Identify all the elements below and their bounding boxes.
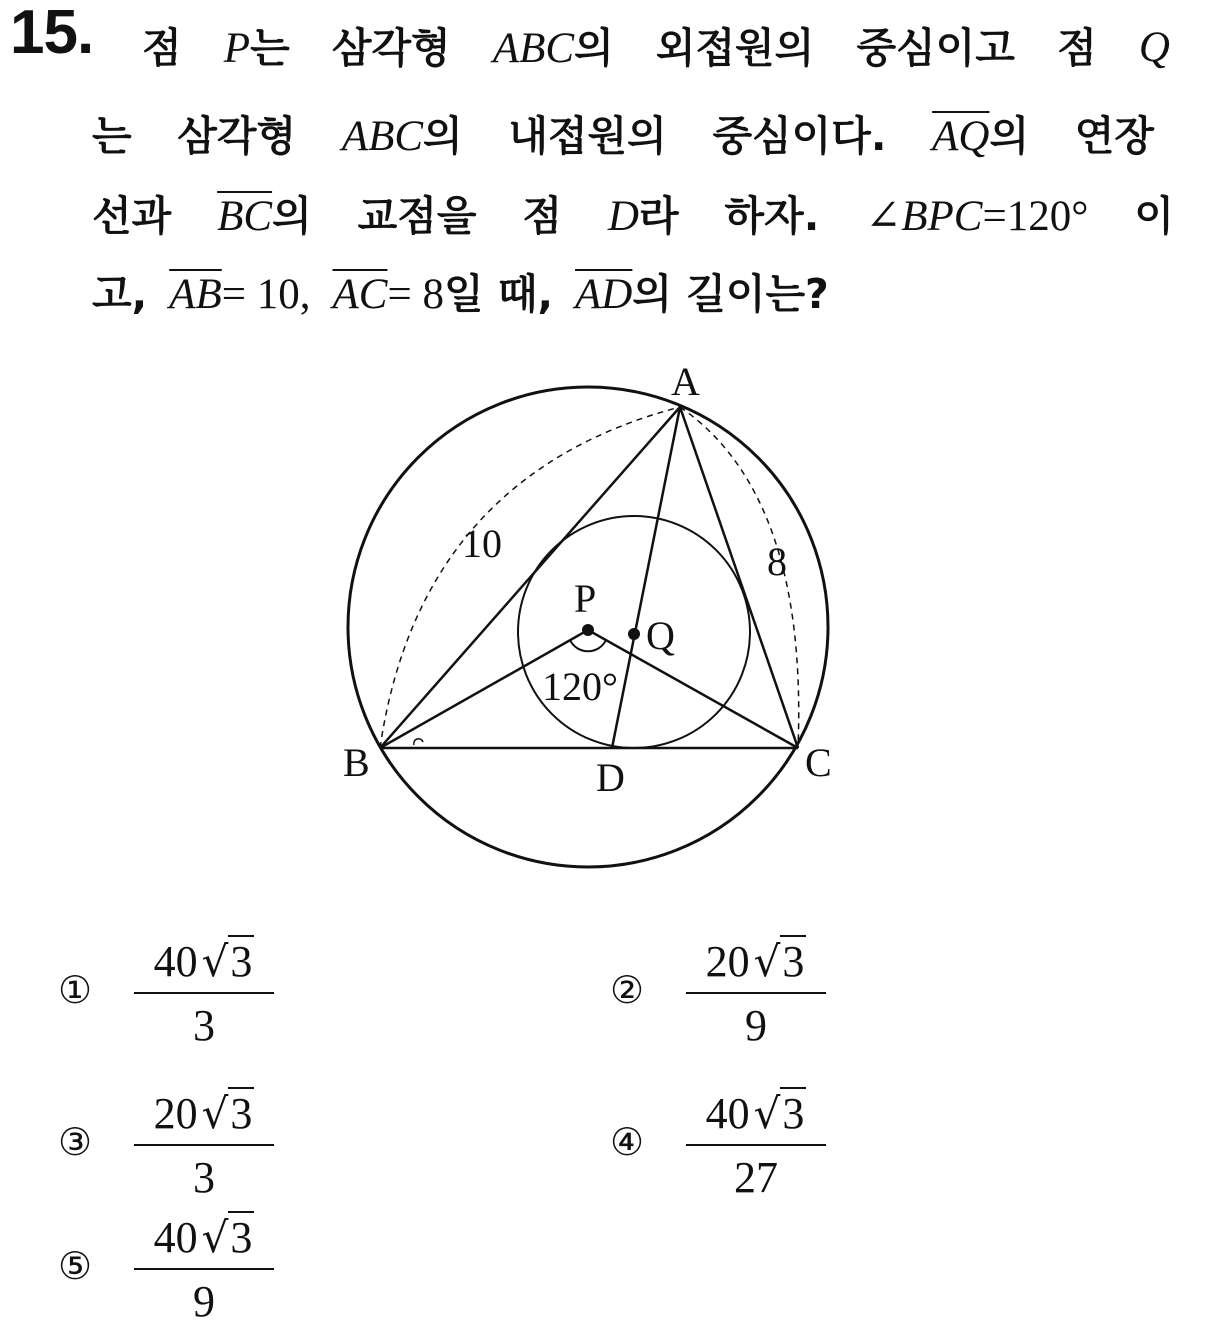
denominator: 9 <box>745 1001 767 1050</box>
segment-ad <box>612 407 680 748</box>
text: 점 <box>142 24 182 72</box>
degree-symbol: ° <box>1071 192 1089 240</box>
label-side-ab: 10 <box>462 521 502 566</box>
text: 외접원의 <box>655 24 815 72</box>
point-q <box>628 628 640 640</box>
denominator: 9 <box>193 1277 215 1326</box>
side-ab <box>380 407 680 748</box>
text: 고, <box>92 270 148 318</box>
question-line-4 <box>92 258 1182 330</box>
fraction <box>686 1086 826 1206</box>
numerator: 40 <box>153 937 198 986</box>
text: 이 <box>1134 192 1174 240</box>
math-num: = 10, <box>221 270 311 318</box>
label-q: Q <box>646 613 675 658</box>
geometry-figure <box>330 355 850 885</box>
point-p <box>582 624 594 636</box>
fraction <box>134 1086 274 1206</box>
label-angle-120: 120° <box>542 664 618 709</box>
question-line-2 <box>92 100 1154 172</box>
angle-expression: ∠BPC <box>865 192 983 240</box>
choice-mark: ② <box>610 968 645 1012</box>
radicand: 3 <box>230 1213 253 1262</box>
choice-mark: ⑤ <box>58 1244 93 1288</box>
label-p: P <box>574 576 597 621</box>
text: 의 <box>989 111 1030 160</box>
text: 하자. <box>724 192 820 240</box>
fraction-bar <box>134 1144 274 1146</box>
math-num: 120 <box>1006 192 1072 240</box>
fraction <box>686 934 826 1054</box>
denominator: 3 <box>193 1001 215 1050</box>
segment-ac: $\overline{AC}$ <box>332 270 388 318</box>
text: 는 <box>92 112 132 160</box>
math-op: = <box>982 192 1007 240</box>
text: 의 <box>272 191 312 240</box>
segment-aq: $\overline{AQ}$ <box>932 112 990 160</box>
text: 삼각형 <box>177 112 297 160</box>
segment-ab: $\overline{AB}$ <box>169 270 222 318</box>
numerator: 40 <box>153 1213 198 1262</box>
label-c: C <box>805 740 832 785</box>
text: 연장 <box>1074 112 1154 160</box>
radicand: 3 <box>782 1089 805 1138</box>
sqrt-sign: √ <box>201 1089 229 1138</box>
radicand: 3 <box>230 1089 253 1138</box>
segment-pc <box>588 630 798 748</box>
question-number: 15. <box>10 0 94 67</box>
text: 선과 <box>92 192 172 240</box>
fraction-bar <box>134 1268 274 1270</box>
text: 중심이고 <box>856 24 1015 72</box>
math-var: ABC <box>341 112 424 160</box>
text: 중심이다. <box>712 112 887 160</box>
text: 교점을 <box>357 192 477 240</box>
sqrt-sign: √ <box>201 937 229 986</box>
sqrt-sign: √ <box>201 1213 229 1262</box>
text: 내접원의 <box>508 112 667 160</box>
question-line-3 <box>92 180 1174 252</box>
math-var: ABC <box>492 24 575 72</box>
angle-mark-b <box>414 739 423 745</box>
text: 점 <box>522 192 562 240</box>
text: 는 <box>250 23 290 72</box>
math-var: P <box>223 24 251 72</box>
question-line-1 <box>142 12 1170 84</box>
label-side-ac: 8 <box>767 539 787 584</box>
text: 의 <box>423 111 463 160</box>
choice-mark: ① <box>58 968 93 1012</box>
choice-mark: ③ <box>58 1120 93 1164</box>
fraction <box>134 934 274 1054</box>
denominator: 27 <box>734 1153 778 1202</box>
text: 의 길이는? <box>632 269 829 318</box>
numerator: 40 <box>705 1089 750 1138</box>
label-b: B <box>343 740 370 785</box>
numerator: 20 <box>153 1089 198 1138</box>
numerator: 20 <box>705 937 750 986</box>
angle-arc-bpc <box>570 640 606 651</box>
text: 의 <box>574 23 614 72</box>
text: 점 <box>1057 24 1097 72</box>
fraction-bar <box>686 992 826 994</box>
label-d: D <box>596 755 625 800</box>
fraction-bar <box>686 1144 826 1146</box>
sqrt-sign: √ <box>753 937 781 986</box>
math-var: D <box>607 192 639 240</box>
radicand: 3 <box>230 937 253 986</box>
text: 삼각형 <box>331 24 451 72</box>
fraction-bar <box>134 992 274 994</box>
denominator: 3 <box>193 1153 215 1202</box>
fraction <box>134 1210 274 1330</box>
label-a: A <box>671 359 700 404</box>
math-var: Q <box>1138 24 1170 71</box>
radicand: 3 <box>782 937 805 986</box>
segment-bc: $\overline{BC}$ <box>217 192 273 240</box>
segment-ad: $\overline{AD}$ <box>575 270 633 318</box>
text: 라 <box>638 191 679 240</box>
choice-mark: ④ <box>610 1120 645 1164</box>
math-num: = 8 <box>387 270 444 318</box>
text: 일 때, <box>443 269 554 318</box>
sqrt-sign: √ <box>753 1089 781 1138</box>
